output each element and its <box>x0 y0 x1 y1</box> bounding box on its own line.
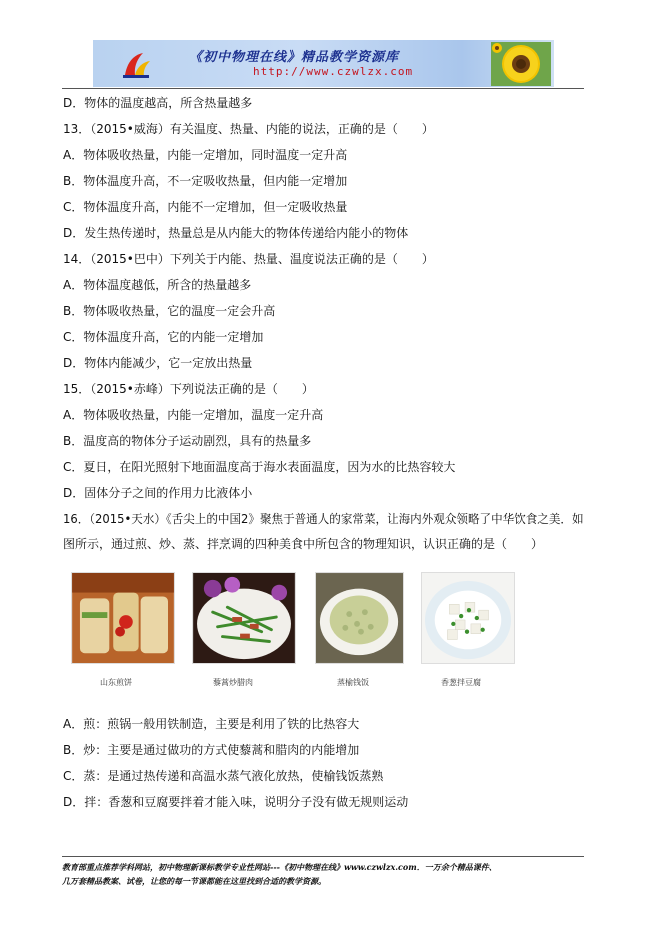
question-13: 13．（2015•威海）有关温度、热量、内能的说法，正确的是（ ） <box>63 122 434 136</box>
option-14-c: C．物体温度升高，它的内能一定增加 <box>63 330 264 344</box>
jianbing-photo <box>71 572 175 664</box>
header-divider <box>62 88 584 89</box>
site-logo-icon <box>121 51 151 79</box>
header-banner <box>93 40 554 87</box>
option-13-b: B．物体温度升高，不一定吸收热量，但内能一定增加 <box>63 174 348 188</box>
question-14: 14．（2015•巴中）下列关于内能、热量、温度说法正确的是（ ） <box>63 252 434 266</box>
option-14-a: A．物体温度越低，所含的热量越多 <box>63 278 252 292</box>
option-14-d: D．物体内能减少，它一定放出热量 <box>63 356 253 370</box>
option-16-c: C．蒸：是通过热传递和高温水蒸气液化放热，使榆钱饭蒸熟 <box>63 769 384 783</box>
caption-elm-rice: 蒸榆钱饭 <box>337 678 369 687</box>
option-15-a: A．物体吸收热量，内能一定增加，温度一定升高 <box>63 408 324 422</box>
elm-rice-photo <box>315 572 404 664</box>
option-16-a: A．煎：煎锅一般用铁制造，主要是利用了铁的比热容大 <box>63 717 360 731</box>
footer-divider <box>62 856 584 857</box>
question-16: 16．（2015•天水）《舌尖上的中国2》聚焦于普通人的家常菜，让海内外观众领略了中华饮食之美．如 <box>63 512 584 526</box>
footer-line-2: 几万套精品教案、试卷，让您的每一节课都能在这里找到合适的教学资源。 <box>62 876 326 886</box>
caption-jianbing: 山东煎饼 <box>100 678 132 687</box>
option-15-d: D．固体分子之间的作用力比液体小 <box>63 486 253 500</box>
question-15: 15．（2015•赤峰）下列说法正确的是（ ） <box>63 382 314 396</box>
option-13-d: D．发生热传递时，热量总是从内能大的物体传递给内能小的物体 <box>63 226 409 240</box>
option-14-b: B．物体吸收热量，它的温度一定会升高 <box>63 304 276 318</box>
option-13-a: A．物体吸收热量，内能一定增加，同时温度一定升高 <box>63 148 348 162</box>
option-15-c: C．夏日，在阳光照射下地面温度高于海水表面温度，因为水的比热容较大 <box>63 460 456 474</box>
tofu-photo <box>421 572 515 664</box>
stir-fry-photo <box>192 572 296 664</box>
option-13-c: C．物体温度升高，内能不一定增加，但一定吸收热量 <box>63 200 348 214</box>
caption-stir-fry: 藜蒿炒腊肉 <box>213 678 253 687</box>
banner-url[interactable]: http://www.czwlzx.com <box>253 65 414 78</box>
banner-title: 《初中物理在线》精品教学资源库 <box>189 50 400 65</box>
option-15-b: B．温度高的物体分子运动剧烈，具有的热量多 <box>63 434 312 448</box>
caption-tofu: 香葱拌豆腐 <box>441 678 481 687</box>
question-16-cont: 图所示，通过煎、炒、蒸、拌烹调的四种美食中所包含的物理知识，认识正确的是（ ） <box>63 537 544 551</box>
footer-line-1: 教育部重点推荐学科网站，初中物理新课标教学专业性网站---《初中物理在线》www.czwlzx.com．一万余个精品课件、 <box>62 862 497 872</box>
sunflower-icon <box>491 42 551 86</box>
option-16-d: D．拌：香葱和豆腐要拌着才能入味，说明分子没有做无规则运动 <box>63 795 409 809</box>
text-line: D．物体的温度越高，所含热量越多 <box>63 96 253 110</box>
option-16-b: B．炒：主要是通过做功的方式使藜蒿和腊肉的内能增加 <box>63 743 360 757</box>
